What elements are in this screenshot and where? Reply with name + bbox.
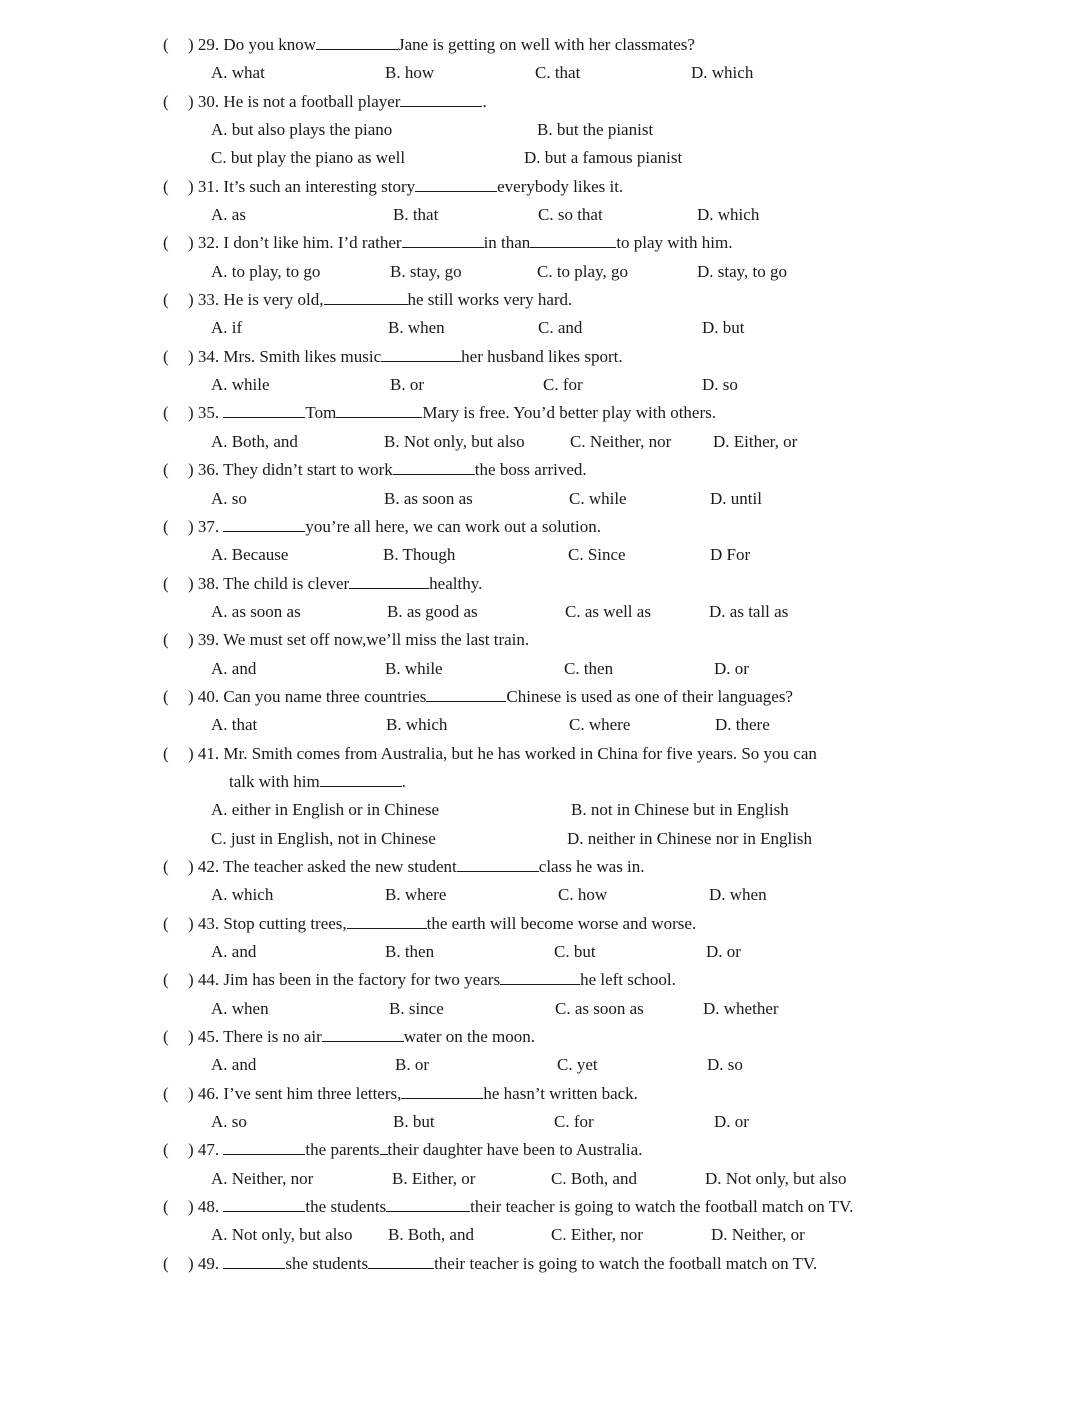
answer-option[interactable]: C. for xyxy=(554,1112,594,1132)
options-31 xyxy=(0,201,1080,229)
question-text-segment: Chinese is used as one of their languages? xyxy=(506,686,793,706)
answer-option[interactable]: A. so xyxy=(211,1112,247,1132)
answer-option[interactable]: B. where xyxy=(385,885,447,905)
question-text-segment: her husband likes sport. xyxy=(461,346,623,366)
question-47 xyxy=(0,1136,1080,1164)
question-text-segment: he hasn’t written back. xyxy=(483,1083,638,1103)
options-35 xyxy=(0,428,1080,456)
options-30-row-2 xyxy=(0,144,1080,172)
answer-bracket[interactable]: ( xyxy=(163,233,169,253)
answer-option[interactable]: C. yet xyxy=(557,1055,598,1075)
question-stem: ) 47. the parents their daughter have been to Australia. xyxy=(188,1140,643,1160)
answer-option[interactable]: A. that xyxy=(211,715,258,735)
answer-blank[interactable] xyxy=(223,516,305,532)
answer-option[interactable]: C. where xyxy=(569,715,631,735)
question-text-segment: talk with him xyxy=(229,771,320,791)
answer-option[interactable]: D. Either, or xyxy=(713,431,798,451)
answer-bracket[interactable]: ( xyxy=(163,573,169,593)
answer-option[interactable]: C. Both, and xyxy=(551,1168,637,1188)
question-text-segment: They didn’t start to work xyxy=(223,460,393,480)
question-number: 37 xyxy=(197,516,215,536)
question-number: 49 xyxy=(197,1253,215,1273)
question-number: 29 xyxy=(197,35,215,54)
answer-option[interactable]: B. Either, or xyxy=(392,1168,476,1188)
question-text-segment: he still works very hard. xyxy=(407,290,573,310)
question-number: 40 xyxy=(197,686,215,706)
answer-option[interactable]: B. not in Chinese but in English xyxy=(571,800,789,820)
question-number: 47 xyxy=(197,1140,215,1160)
answer-blank[interactable] xyxy=(336,402,422,418)
options-44 xyxy=(0,995,1080,1023)
answer-bracket[interactable]: ( xyxy=(163,743,169,763)
answer-blank[interactable] xyxy=(316,34,398,50)
answer-option[interactable]: B. as good as xyxy=(387,601,478,621)
answer-option[interactable]: D. or xyxy=(706,942,741,961)
answer-option[interactable]: C. while xyxy=(569,488,627,508)
answer-bracket[interactable]: ( xyxy=(163,856,169,876)
answer-bracket[interactable]: ( xyxy=(163,1197,169,1217)
answer-option[interactable]: A. which xyxy=(211,885,274,905)
answer-bracket[interactable]: ( xyxy=(163,91,169,111)
question-text-segment: Do you know xyxy=(223,35,316,54)
answer-blank[interactable] xyxy=(223,1139,305,1155)
answer-option[interactable]: D. but a famous pianist xyxy=(524,148,683,168)
question-stem: ) 37. you’re all here, we can work out a solution. xyxy=(188,516,601,536)
question-text-segment: Mr. Smith comes from Australia, but he has worked in China for five years. So you can xyxy=(223,743,817,763)
question-text-segment: . xyxy=(401,771,406,791)
answer-bracket[interactable]: ( xyxy=(163,913,169,933)
answer-option[interactable]: A. what xyxy=(211,63,265,83)
answer-blank[interactable] xyxy=(530,232,616,248)
answer-bracket[interactable]: ( xyxy=(163,1083,169,1103)
question-stem: ) 33. He is very old, he still works very hard. xyxy=(188,290,573,310)
question-text-segment: The child is clever xyxy=(223,573,350,593)
question-31 xyxy=(0,173,1080,201)
question-stem: ) 44. Jim has been in the factory for two years he left school. xyxy=(188,970,676,990)
question-29 xyxy=(0,31,1080,59)
answer-option[interactable]: C. then xyxy=(564,658,614,678)
question-stem-continued xyxy=(229,768,406,796)
question-number: 31 xyxy=(197,176,215,196)
question-text-segment: you’re all here, we can work out a solution. xyxy=(305,516,601,536)
question-text-segment: It’s such an interesting story xyxy=(223,176,416,196)
question-text-segment: to play with him. xyxy=(616,233,733,253)
answer-option[interactable]: C. that xyxy=(535,63,581,83)
answer-option[interactable]: D. so xyxy=(707,1055,743,1075)
answer-option[interactable]: C. for xyxy=(543,375,583,395)
answer-bracket[interactable]: ( xyxy=(163,1027,169,1047)
question-stem: ) 31. It’s such an interesting story everybody likes it. xyxy=(188,176,624,196)
question-43 xyxy=(0,910,1080,938)
question-number: 43 xyxy=(197,913,215,933)
question-36 xyxy=(0,456,1080,484)
question-33 xyxy=(0,286,1080,314)
answer-blank[interactable] xyxy=(393,459,475,475)
answer-blank[interactable] xyxy=(381,346,461,362)
question-46 xyxy=(0,1080,1080,1108)
options-47 xyxy=(0,1165,1080,1193)
question-stem: ) 35. Tom Mary is free. You’d better play with others. xyxy=(188,403,717,423)
answer-blank[interactable] xyxy=(400,91,482,107)
answer-option[interactable]: D. whether xyxy=(703,998,779,1018)
options-39 xyxy=(0,655,1080,683)
answer-bracket[interactable]: ( xyxy=(163,1253,169,1273)
answer-option[interactable]: D. there xyxy=(715,715,770,735)
question-number: 35 xyxy=(197,403,215,423)
answer-option[interactable]: C. so that xyxy=(538,205,603,225)
answer-option[interactable]: D. Not only, but also xyxy=(705,1168,847,1188)
question-stem: ) 46. I’ve sent him three letters, he hasn’t written back. xyxy=(188,1083,638,1103)
answer-option[interactable]: A. and xyxy=(211,1055,257,1075)
question-41-continued xyxy=(0,768,1080,796)
question-text-segment: everybody likes it. xyxy=(497,176,624,196)
question-text-segment: We must set off now,we’ll miss the last train. xyxy=(223,630,530,650)
question-38 xyxy=(0,570,1080,598)
answer-option[interactable]: D. which xyxy=(691,63,754,83)
question-number: 45 xyxy=(197,1027,215,1047)
answer-option[interactable]: B. stay, go xyxy=(390,261,462,281)
question-number: 33 xyxy=(197,290,215,310)
question-text-segment: the earth will become worse and worse. xyxy=(426,913,697,933)
question-text-segment: in than xyxy=(483,233,531,253)
answer-option[interactable]: D. or xyxy=(714,658,749,678)
question-45 xyxy=(0,1023,1080,1051)
question-text-segment: the boss arrived. xyxy=(474,460,587,480)
question-text-segment: The teacher asked the new student xyxy=(223,856,457,876)
answer-option[interactable]: B. or xyxy=(395,1055,429,1075)
answer-bracket[interactable]: ( xyxy=(163,290,169,310)
options-41-row-2 xyxy=(0,825,1080,853)
answer-option[interactable]: B. but the pianist xyxy=(537,120,654,140)
question-stem: ) 32. I don’t like him. I’d rather in than to play with him. xyxy=(188,233,733,253)
question-text-segment: I’ve sent him three letters, xyxy=(223,1083,402,1103)
options-33 xyxy=(0,314,1080,342)
answer-option[interactable]: A. Both, and xyxy=(211,431,298,451)
answer-blank[interactable] xyxy=(349,573,429,589)
question-35 xyxy=(0,399,1080,427)
options-34 xyxy=(0,371,1080,399)
answer-blank[interactable] xyxy=(223,402,305,418)
question-text-segment: Jane is getting on well with her classmates? xyxy=(397,35,695,54)
question-stem: ) 36. They didn’t start to work the boss arrived. xyxy=(188,460,587,480)
answer-bracket[interactable]: ( xyxy=(163,516,169,536)
question-40 xyxy=(0,683,1080,711)
question-text-segment: Can you name three countries xyxy=(223,686,427,706)
answer-option[interactable]: B. when xyxy=(388,318,445,338)
answer-option[interactable]: B. or xyxy=(390,375,424,395)
options-42 xyxy=(0,881,1080,909)
question-number: 34 xyxy=(197,346,215,366)
answer-option[interactable]: A. as xyxy=(211,205,246,225)
answer-option[interactable]: D. which xyxy=(697,205,760,225)
question-text-segment: Jim has been in the factory for two years xyxy=(223,970,501,990)
answer-bracket[interactable]: ( xyxy=(163,35,169,54)
question-stem: ) 41. Mr. Smith comes from Australia, but he has worked in China for five years. So you can xyxy=(188,743,817,763)
question-text-segment: he left school. xyxy=(580,970,676,990)
answer-option[interactable]: D. or xyxy=(714,1112,749,1132)
answer-blank[interactable] xyxy=(368,1253,434,1269)
answer-option[interactable]: C. Neither, nor xyxy=(570,431,672,451)
question-text-segment: There is no air xyxy=(223,1027,322,1047)
answer-blank[interactable] xyxy=(347,913,427,929)
options-37 xyxy=(0,541,1080,569)
answer-option[interactable]: A. but also plays the piano xyxy=(211,120,393,140)
answer-option[interactable]: C. just in English, not in Chinese xyxy=(211,828,436,848)
answer-option[interactable]: B. but xyxy=(393,1112,435,1132)
answer-option[interactable]: A. to play, to go xyxy=(211,261,321,281)
question-text-segment: Mary is free. You’d better play with others. xyxy=(422,403,717,423)
question-stem: ) 38. The child is clever healthy. xyxy=(188,573,483,593)
answer-bracket[interactable]: ( xyxy=(163,460,169,480)
answer-blank[interactable] xyxy=(223,1253,285,1269)
question-text-segment: He is very old, xyxy=(223,290,324,310)
answer-option[interactable]: A. as soon as xyxy=(211,601,301,621)
answer-blank[interactable] xyxy=(401,1083,483,1099)
question-number: 36 xyxy=(197,460,215,480)
answer-option[interactable]: A. if xyxy=(211,318,243,338)
answer-option[interactable]: B. that xyxy=(393,205,439,225)
question-text-segment: He is not a football player xyxy=(223,91,401,111)
options-36 xyxy=(0,485,1080,513)
answer-option[interactable]: D. as tall as xyxy=(709,601,789,621)
answer-option[interactable]: A. Not only, but also xyxy=(211,1225,353,1245)
answer-blank[interactable] xyxy=(457,856,539,872)
answer-option[interactable]: D. neither in Chinese nor in English xyxy=(567,828,813,848)
answer-option[interactable]: C. but xyxy=(554,942,596,961)
answer-option[interactable]: A. when xyxy=(211,998,269,1018)
answer-option[interactable]: B. Though xyxy=(383,545,456,565)
answer-option[interactable]: A. and xyxy=(211,658,257,678)
question-48 xyxy=(0,1193,1080,1221)
answer-blank[interactable] xyxy=(386,1196,470,1212)
question-number: 41 xyxy=(197,743,215,763)
answer-option[interactable]: D. but xyxy=(702,318,745,338)
answer-option[interactable]: C. Since xyxy=(568,545,626,565)
answer-blank[interactable] xyxy=(426,686,506,702)
options-29 xyxy=(0,59,1080,87)
question-text-segment: their teacher is going to watch the football match on TV. xyxy=(470,1197,854,1217)
answer-bracket[interactable]: ( xyxy=(163,630,169,650)
answer-option[interactable]: C. how xyxy=(558,885,608,905)
answer-option[interactable]: B. how xyxy=(385,63,435,83)
question-number: 46 xyxy=(197,1083,215,1103)
question-sheet xyxy=(0,31,1080,1278)
question-49 xyxy=(0,1250,1080,1278)
options-30-row-1 xyxy=(0,116,1080,144)
answer-option[interactable]: D. stay, to go xyxy=(697,261,788,281)
options-48 xyxy=(0,1221,1080,1249)
answer-option[interactable]: C. as well as xyxy=(565,601,651,621)
answer-option[interactable]: C. Either, nor xyxy=(551,1225,643,1245)
options-45 xyxy=(0,1051,1080,1079)
options-38 xyxy=(0,598,1080,626)
question-41 xyxy=(0,740,1080,768)
question-34 xyxy=(0,343,1080,371)
question-number: 30 xyxy=(197,91,215,111)
question-stem: ) 30. He is not a football player . xyxy=(188,91,487,111)
answer-blank[interactable] xyxy=(402,232,484,248)
question-30 xyxy=(0,88,1080,116)
answer-option[interactable]: B. Not only, but also xyxy=(384,431,525,451)
answer-bracket[interactable]: ( xyxy=(163,970,169,990)
question-stem: ) 49. she students their teacher is going to watch the football match on TV. xyxy=(188,1253,818,1273)
answer-option[interactable]: D. until xyxy=(710,488,762,508)
question-number: 48 xyxy=(197,1197,215,1217)
answer-bracket[interactable]: ( xyxy=(163,1140,169,1160)
answer-option[interactable]: C. to play, go xyxy=(537,261,628,281)
question-44 xyxy=(0,966,1080,994)
answer-option[interactable]: B. Both, and xyxy=(388,1225,474,1245)
question-text-segment: their teacher is going to watch the football match on TV. xyxy=(434,1253,818,1273)
answer-option[interactable]: A. and xyxy=(211,942,257,961)
options-43 xyxy=(0,938,1080,966)
answer-option[interactable]: B. which xyxy=(386,715,448,735)
question-stem: ) 39. We must set off now,we’ll miss the last train. xyxy=(188,630,530,650)
question-text-segment: the students xyxy=(305,1197,387,1217)
question-text-segment: Tom xyxy=(305,403,337,423)
question-text-segment: . xyxy=(482,91,487,111)
question-number: 44 xyxy=(197,970,215,990)
answer-bracket[interactable]: ( xyxy=(163,403,169,423)
question-text-segment: the parents xyxy=(305,1140,380,1160)
question-text-segment: healthy. xyxy=(429,573,483,593)
answer-option[interactable]: D For xyxy=(710,545,751,565)
answer-bracket[interactable]: ( xyxy=(163,176,169,196)
answer-option[interactable]: B. as soon as xyxy=(384,488,473,508)
options-32 xyxy=(0,258,1080,286)
answer-blank[interactable] xyxy=(322,1026,404,1042)
answer-blank[interactable] xyxy=(223,1196,305,1212)
question-text-segment: she students xyxy=(285,1253,369,1273)
question-stem: ) 34. Mrs. Smith likes music her husband likes sport. xyxy=(188,346,623,366)
question-number: 38 xyxy=(197,573,215,593)
answer-blank[interactable] xyxy=(324,289,408,305)
answer-bracket[interactable]: ( xyxy=(163,346,169,366)
question-text-segment: I don’t like him. I’d rather xyxy=(223,233,402,253)
answer-option[interactable]: B. while xyxy=(385,658,443,678)
question-stem: ) 43. Stop cutting trees, the earth will become worse and worse. xyxy=(188,913,697,933)
options-46 xyxy=(0,1108,1080,1136)
answer-blank[interactable] xyxy=(380,1139,388,1155)
question-text-segment: Stop cutting trees, xyxy=(223,913,347,933)
question-text-segment: class he was in. xyxy=(538,856,645,876)
answer-option[interactable]: B. since xyxy=(389,998,444,1018)
answer-blank[interactable] xyxy=(320,771,402,787)
question-text-segment: Mrs. Smith likes music xyxy=(223,346,382,366)
options-41-row-1 xyxy=(0,796,1080,824)
question-stem: ) 42. The teacher asked the new student class he was in. xyxy=(188,856,645,876)
answer-option[interactable]: C. as soon as xyxy=(555,998,644,1018)
question-stem: ) 29. Do you know Jane is getting on well with her classmates? xyxy=(188,35,695,54)
question-number: 42 xyxy=(197,856,215,876)
answer-option[interactable]: A. Neither, nor xyxy=(211,1168,314,1188)
answer-option[interactable]: D. so xyxy=(702,375,738,395)
answer-option[interactable]: C. but play the piano as well xyxy=(211,148,406,168)
question-32 xyxy=(0,229,1080,257)
answer-option[interactable]: A. so xyxy=(211,488,247,508)
question-stem: ) 45. There is no air water on the moon. xyxy=(188,1027,536,1047)
answer-option[interactable]: A. Because xyxy=(211,545,289,565)
question-37 xyxy=(0,513,1080,541)
answer-bracket[interactable]: ( xyxy=(163,686,169,706)
answer-option[interactable]: B. then xyxy=(385,942,435,961)
answer-option[interactable]: D. when xyxy=(709,885,767,905)
question-stem: ) 40. Can you name three countries Chinese is used as one of their languages? xyxy=(188,686,793,706)
question-text-segment: their daughter have been to Australia. xyxy=(387,1140,643,1160)
question-number: 32 xyxy=(197,233,215,253)
answer-blank[interactable] xyxy=(500,969,580,985)
question-text-segment: water on the moon. xyxy=(403,1027,536,1047)
answer-option[interactable]: C. and xyxy=(538,318,583,338)
answer-blank[interactable] xyxy=(415,176,497,192)
question-39 xyxy=(0,626,1080,654)
question-stem: ) 48. the students their teacher is going to watch the football match on TV. xyxy=(188,1197,854,1217)
options-40 xyxy=(0,711,1080,739)
answer-option[interactable]: D. Neither, or xyxy=(711,1225,805,1245)
answer-option[interactable]: A. either in English or in Chinese xyxy=(211,800,440,820)
answer-option[interactable]: A. while xyxy=(211,375,270,395)
question-42 xyxy=(0,853,1080,881)
question-number: 39 xyxy=(197,630,215,650)
